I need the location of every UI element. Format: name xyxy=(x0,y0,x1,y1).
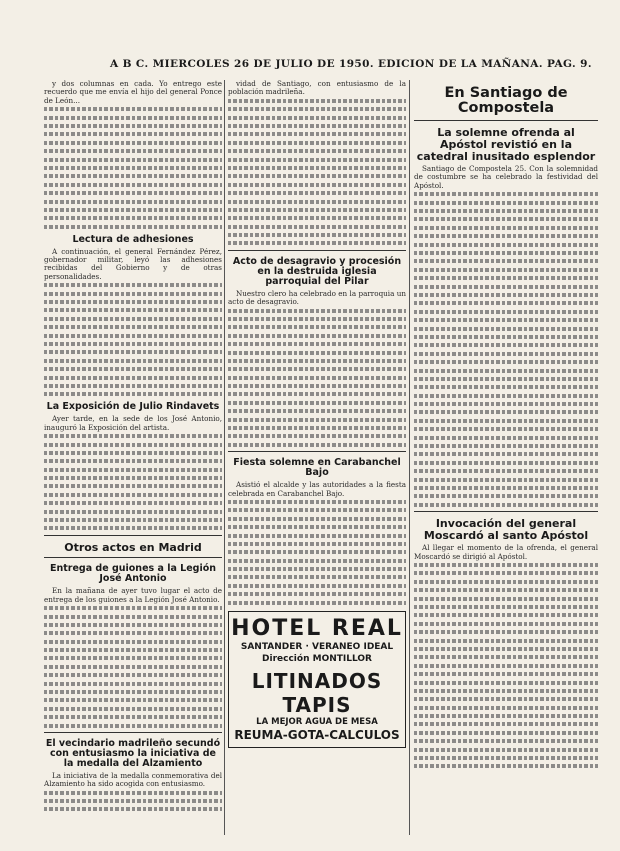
text-lines xyxy=(44,107,222,228)
divider xyxy=(414,120,598,121)
text-lines xyxy=(228,500,406,605)
col1-para-4: En la mañana de ayer tuvo lugar el acto de entrega de los guiones a la Legión José Antonio. xyxy=(44,586,222,604)
col3-heading-1: En Santiago de Compostela xyxy=(444,85,568,117)
ad-water-brand: LITINADOS TAPIS xyxy=(251,668,383,717)
col2-para-1: Nuestro clero ha celebrado en la parroquia un acto de desagravio. xyxy=(228,288,406,307)
col1-heading-1: Lectura de adhesiones xyxy=(72,233,194,245)
col1-heading-3: Otros actos en Madrid xyxy=(64,540,202,554)
ad-hotel-director: Dirección MONTILLOR xyxy=(262,653,372,664)
col1-heading-2: La Exposición de Julio Rindavets xyxy=(46,401,220,413)
divider xyxy=(228,451,406,452)
column-rule-1 xyxy=(224,80,225,835)
col1-para-2: Ayer tarde, en la sede de los José Antonio, inauguró la Exposición del artista. xyxy=(44,414,222,432)
text-lines xyxy=(44,434,222,530)
col1-intro: y dos columnas en cada. Yo entrego este recuerdo que me envía el hijo del general Ponce de León... xyxy=(44,80,222,105)
divider xyxy=(44,535,222,536)
text-lines xyxy=(228,309,406,447)
col2-heading-2: Fiesta solemne en Carabanchel Bajo xyxy=(233,457,401,479)
col1-para-5: La iniciativa de la medalla conmemorativa del Alzamiento ha sido acogida con entusiasmo. xyxy=(44,770,222,789)
column-3 xyxy=(414,80,598,835)
ad-hotel-tagline: SANTANDER · VERANEO IDEAL xyxy=(240,641,394,652)
advertisement xyxy=(228,611,406,748)
text-lines xyxy=(44,791,222,812)
text-lines xyxy=(44,606,222,727)
column-rule-2 xyxy=(409,80,410,835)
col3-heading-3: Invocación del general Moscardó al santo Apóstol xyxy=(423,517,589,542)
divider xyxy=(414,511,598,512)
ad-hotel-name: HOTEL REAL xyxy=(231,615,403,641)
text-lines xyxy=(414,192,598,506)
col3-para-3: Al llegar el momento de la ofrenda, el general Moscardó se dirigió al Apóstol. xyxy=(414,543,598,561)
col3-heading-2: La solemne ofrenda al Apóstol revistió en la catedral inusitado esplendor xyxy=(416,126,596,163)
column-1 xyxy=(44,80,222,835)
col3-para-1: Santiago de Compostela 25. Con la solemnidad de costumbre se ha celebrado la festividad del Apóstol. xyxy=(414,164,598,190)
divider xyxy=(228,250,406,251)
text-lines xyxy=(228,99,406,246)
col1-para-1: A continuación, el general Fernández Pérez, gobernador militar, leyó las adhesiones recibidas del Gobierno y de otras personalidades. xyxy=(44,246,222,281)
col2-intro: vidad de Santiago, con entusiasmo de la población madrileña. xyxy=(228,80,406,97)
ad-water-tagline: LA MEJOR AGUA DE MESA xyxy=(256,716,378,727)
text-lines xyxy=(414,563,598,768)
col2-heading-1: Acto de desagravio y procesión en la destruida iglesia parroquial del Pilar xyxy=(232,255,402,287)
col1-heading-5: El vecindario madrileño secundó con entusiasmo la iniciativa de la medalla del Alzamiento xyxy=(45,737,221,769)
text-lines xyxy=(44,283,222,396)
col2-para-2: Asistió el alcalde y las autoridades a la fiesta celebrada en Carabanchel Bajo. xyxy=(228,480,406,498)
column-2 xyxy=(228,80,406,835)
divider xyxy=(44,557,222,558)
col1-heading-4: Entrega de guiones a la Legión José Antonio xyxy=(49,563,217,585)
divider xyxy=(44,732,222,733)
ad-water-conditions: REUMA-GOTA-CALCULOS xyxy=(234,727,400,742)
running-head: A B C. MIERCOLES 26 DE JULIO DE 1950. EDICION DE LA MAÑANA. PAG. 9. xyxy=(110,58,592,70)
